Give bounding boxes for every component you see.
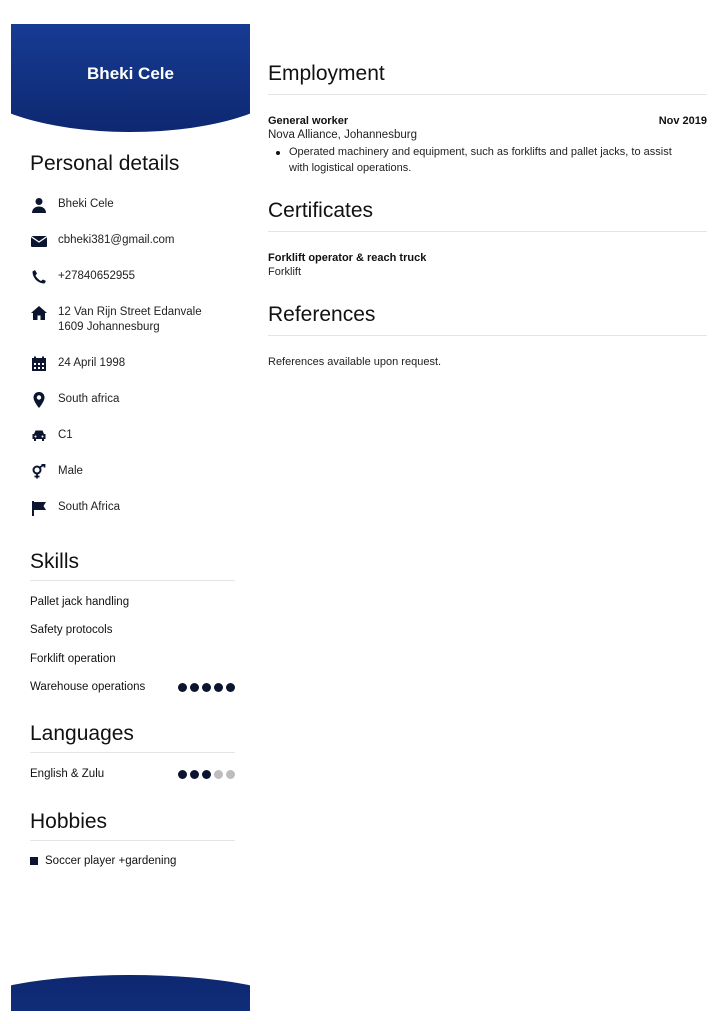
location-pin-icon — [30, 392, 48, 408]
phone-icon — [30, 269, 48, 285]
job-date: Nov 2019 — [658, 115, 707, 127]
detail-name: Bheki Cele — [30, 197, 114, 213]
skill-item: Forklift operation — [30, 653, 116, 665]
rating-dot — [190, 683, 199, 692]
rating-dot — [214, 683, 223, 692]
certificate-type: Forklift — [268, 266, 301, 278]
detail-nationality: South africa — [30, 392, 119, 408]
header-banner — [11, 24, 250, 132]
employment-title: Employment — [268, 62, 385, 85]
car-icon — [30, 428, 48, 444]
envelope-icon — [30, 233, 48, 249]
references-divider — [268, 335, 707, 336]
skill-item: Safety protocols — [30, 624, 113, 636]
hobby-item: Soccer player +gardening — [30, 855, 176, 867]
job-position: General worker — [268, 115, 349, 127]
home-icon — [30, 305, 48, 321]
square-bullet-icon — [30, 857, 38, 865]
rating-dot — [214, 770, 223, 779]
skills-title: Skills — [30, 550, 80, 573]
rating-dot — [226, 770, 235, 779]
references-text: References available upon request. — [268, 356, 442, 368]
rating-dot — [202, 770, 211, 779]
detail-email: cbheki381@gmail.com — [30, 233, 175, 249]
rating-dot — [226, 683, 235, 692]
rating-dot — [178, 770, 187, 779]
language-item: English & Zulu — [30, 768, 235, 780]
certificates-divider — [268, 231, 707, 232]
skill-item: Pallet jack handling — [30, 596, 130, 608]
detail-address: 12 Van Rijn Street Edanvale 1609 Johannesburg — [30, 305, 202, 335]
language-rating — [178, 770, 235, 779]
references-section — [268, 303, 707, 336]
rating-dot — [202, 683, 211, 692]
personal-details-section — [30, 152, 235, 176]
rating-dot — [190, 770, 199, 779]
skills-section — [30, 550, 235, 581]
detail-driving-license: C1 — [30, 428, 73, 444]
hobbies-section — [30, 810, 235, 841]
employment-section — [268, 62, 707, 95]
references-title: References — [268, 303, 376, 326]
certificates-title: Certificates — [268, 199, 374, 222]
candidate-name: Bheki Cele — [87, 64, 174, 83]
skill-rating — [178, 683, 235, 692]
job-entry — [268, 115, 707, 176]
person-icon — [30, 197, 48, 213]
skill-item: Warehouse operations — [30, 681, 235, 693]
job-bullet: Operated machinery and equipment, such as forklifts and pallet jacks, to assist with logistical operations. — [268, 144, 707, 176]
footer-banner — [11, 975, 250, 1011]
skills-divider — [30, 580, 235, 581]
certificate-name: Forklift operator & reach truck — [268, 252, 427, 264]
hobbies-divider — [30, 840, 235, 841]
detail-gender: Male — [30, 464, 83, 480]
gender-icon — [30, 464, 48, 480]
personal-details-title: Personal details — [30, 152, 180, 175]
detail-country: South Africa — [30, 500, 120, 516]
detail-phone: +27840652955 — [30, 269, 135, 285]
languages-section — [30, 722, 235, 753]
languages-divider — [30, 752, 235, 753]
certificates-section — [268, 199, 707, 232]
calendar-icon — [30, 356, 48, 372]
detail-birthdate: 24 April 1998 — [30, 356, 125, 372]
rating-dot — [178, 683, 187, 692]
flag-icon — [30, 500, 48, 516]
references-entry — [268, 356, 707, 368]
languages-title: Languages — [30, 722, 134, 745]
certificate-entry — [268, 252, 707, 278]
employment-divider — [268, 94, 707, 95]
hobbies-title: Hobbies — [30, 810, 108, 833]
bullet-dot-icon — [276, 151, 280, 155]
job-company: Nova Alliance, Johannesburg — [268, 129, 417, 141]
